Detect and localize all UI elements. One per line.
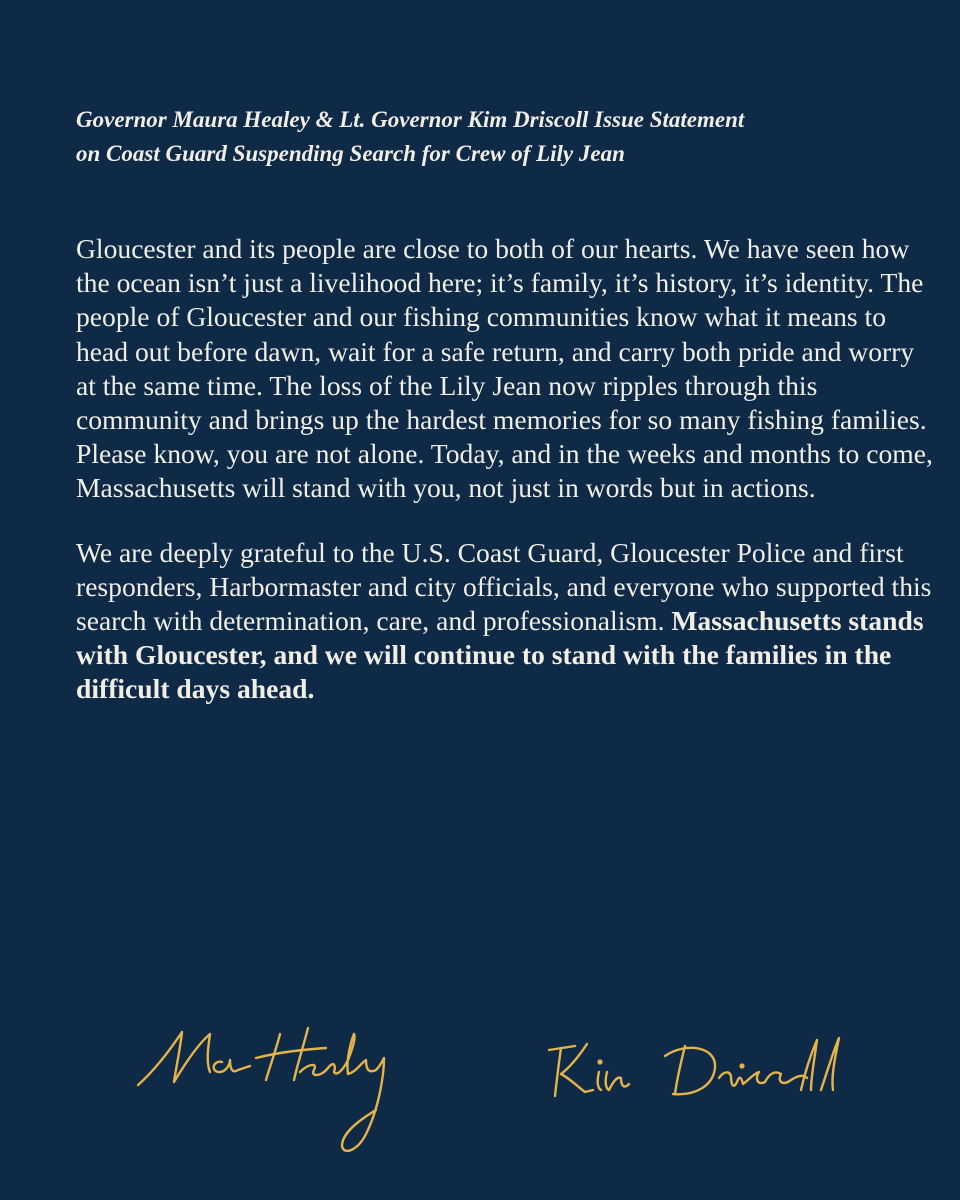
statement-body [76,232,936,707]
signature-driscoll [545,1020,845,1120]
paragraph-2-regular: We are deeply grateful to the U.S. Coast Guard, Gloucester Police and first responders, Harbormaster and city officials, and everyone who supported this search with determination, care, and professionalism. [76,536,932,637]
title-line-2: on Coast Guard Suspending Search for Crew of Lily Jean [76,141,625,166]
title-line-1: Governor Maura Healey & Lt. Governor Kim Driscoll Issue Statement [76,107,745,132]
signature-healey [130,1010,400,1160]
signatures [130,1010,870,1160]
paragraph-2-bold: Massachusetts stands with Gloucester, and we will continue to stand with the families in the difficult days ahead. [76,605,924,705]
statement-title [76,103,936,171]
paragraph-1: Gloucester and its people are close to both of our hearts. We have seen how the ocean isn’t just a livelihood here; it’s family, it’s history, it’s identity. The people of Gloucester and our fishing communities know what it means to head out before dawn, wait for a safe return, and carry both pride and worry at the same time. The loss of the Lily Jean now ripples through this community and brings up the hardest memories for so many fishing families. Please know, you are not alone. Today, and in the weeks and months to come, Massachusetts will stand with you, not just in words but in actions. [76,233,933,504]
paragraph-2 [76,536,936,707]
